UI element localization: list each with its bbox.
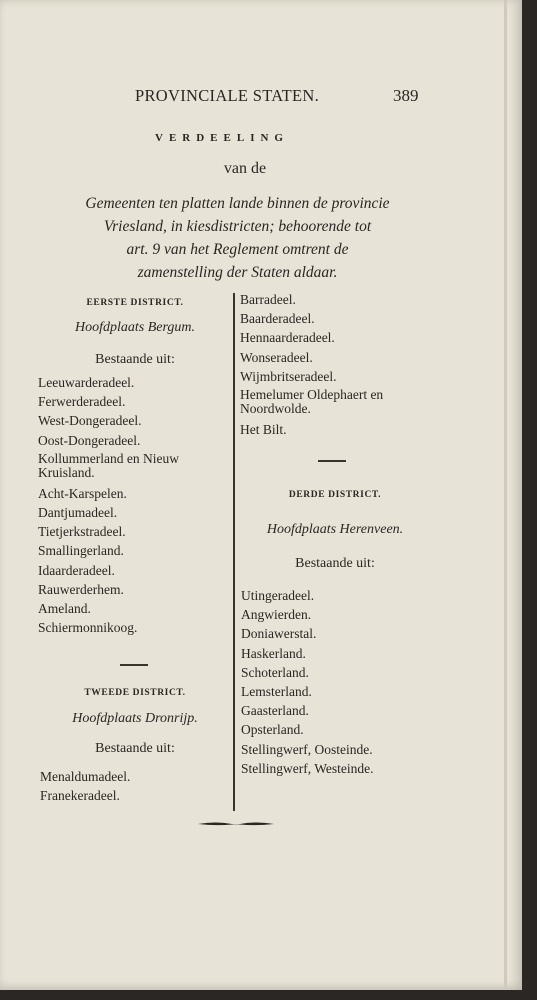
page-edge xyxy=(504,0,507,990)
list-item: Smallingerland. xyxy=(38,543,124,559)
second-district-heading: TWEEDE DISTRICT. xyxy=(84,688,186,698)
list-item: Gaasterland. xyxy=(241,703,309,719)
list-item: Oost-Dongeradeel. xyxy=(38,432,141,448)
list-item: Haskerland. xyxy=(241,645,306,661)
list-item: Schiermonnikoog. xyxy=(38,620,138,636)
list-item: Ameland. xyxy=(38,601,91,617)
list-item: Doniawerstal. xyxy=(241,626,317,642)
list-item: Het Bilt. xyxy=(240,422,287,438)
column-divider xyxy=(233,293,235,811)
end-flourish-icon xyxy=(196,818,276,830)
list-item: Idaarderadeel. xyxy=(38,562,115,578)
section-van-de: van de xyxy=(223,160,267,177)
subtitle-line: art. 9 van het Reglement omtrent de xyxy=(126,241,349,258)
list-item: West-Dongeradeel. xyxy=(38,413,142,429)
section-heading: VERDEELING xyxy=(155,132,289,144)
list-item: Stellingwerf, Oosteinde. xyxy=(241,741,373,757)
list-item: Barradeel. xyxy=(240,292,296,307)
list-item: Opsterland. xyxy=(241,722,304,738)
subtitle-line: Vriesland, in kiesdistricten; behoorende tot xyxy=(103,218,372,235)
third-district-bestaande: Bestaande uit: xyxy=(295,556,375,571)
list-item: Schoterland. xyxy=(241,664,309,680)
first-district-heading: EERSTE DISTRICT. xyxy=(86,298,184,308)
first-district-hoofdplaats: Hoofdplaats Bergum. xyxy=(74,320,196,335)
first-district-list xyxy=(38,373,230,637)
list-item: Franekeradeel. xyxy=(40,788,120,804)
first-district-bestaande: Bestaande uit: xyxy=(95,352,175,367)
separator-dash xyxy=(120,664,148,666)
list-item: Rauwerderhem. xyxy=(38,581,124,597)
subtitle-line: Gemeenten ten platten lande binnen de provincie xyxy=(85,195,390,212)
section-subtitle xyxy=(40,192,435,284)
third-district-heading: DERDE DISTRICT. xyxy=(288,490,382,500)
list-item: Menaldumadeel. xyxy=(40,769,131,784)
list-item: Angwierden. xyxy=(241,607,312,623)
list-item: Hemelumer Oldephaert en Noordwolde. xyxy=(240,387,384,417)
second-district-hoofdplaats: Hoofdplaats Dronrijp. xyxy=(72,711,198,726)
list-item: Acht-Karspelen. xyxy=(38,485,127,501)
running-head: PROVINCIALE STATEN. xyxy=(135,86,320,105)
third-district-hoofdplaats: Hoofdplaats Herenveen. xyxy=(266,522,404,537)
list-item: Dantjumadeel. xyxy=(38,505,118,521)
second-district-list xyxy=(40,767,230,805)
list-item: Tietjerkstradeel. xyxy=(38,524,126,540)
page-number: 389 xyxy=(393,86,419,105)
list-item: Kollummerland en Nieuw Kruisland. xyxy=(38,450,179,480)
list-item: Wijmbritseradeel. xyxy=(240,368,337,384)
list-item: Hennaarderadeel. xyxy=(240,330,335,346)
separator-dash xyxy=(318,460,346,462)
subtitle-line: zamenstelling der Staten aldaar. xyxy=(137,264,338,281)
list-item: Baarderadeel. xyxy=(240,311,315,327)
list-item: Lemsterland. xyxy=(241,684,312,700)
second-district-list-continued xyxy=(240,290,432,439)
third-district-list xyxy=(241,586,433,778)
second-district-bestaande: Bestaande uit: xyxy=(95,741,175,756)
list-item: Wonseradeel. xyxy=(240,349,313,365)
list-item: Leeuwarderadeel. xyxy=(38,375,135,390)
list-item: Ferwerderadeel. xyxy=(38,394,126,410)
list-item: Utingeradeel. xyxy=(241,588,315,603)
list-item: Stellingwerf, Westeinde. xyxy=(241,760,374,776)
